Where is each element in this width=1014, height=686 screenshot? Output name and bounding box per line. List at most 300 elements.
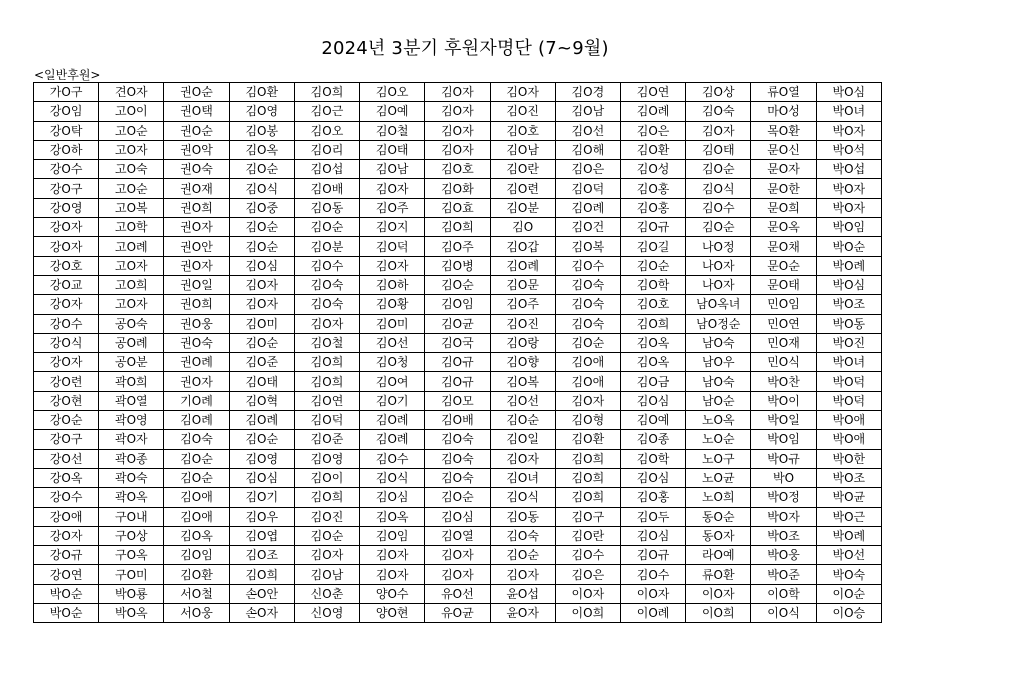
donor-name-cell: 민O식 [751, 353, 816, 372]
donor-name-cell: 강O련 [34, 372, 99, 391]
donor-name-cell: 유O균 [425, 604, 490, 623]
donor-name-cell: 김O주 [360, 198, 425, 217]
donor-name-cell: 김O분 [294, 237, 359, 256]
donor-name-cell: 김O은 [620, 121, 685, 140]
donor-name-cell: 김O옥 [229, 140, 294, 159]
table-row [34, 430, 882, 449]
donor-name-cell: 신O영 [294, 604, 359, 623]
donor-name-cell: 권O숙 [164, 160, 229, 179]
table-row [34, 121, 882, 140]
donor-name-cell: 김O옥 [360, 507, 425, 526]
donor-name-cell: 박O이 [751, 391, 816, 410]
donor-name-cell: 구O상 [99, 526, 164, 545]
donor-name-cell: 김O희 [620, 314, 685, 333]
donor-name-cell: 박O자 [751, 507, 816, 526]
donor-name-cell: 김O구 [555, 507, 620, 526]
donor-name-cell: 김O영 [294, 449, 359, 468]
donor-name-cell: 남O우 [686, 353, 751, 372]
donor-name-cell: 김O동 [294, 198, 359, 217]
donor-name-cell: 박O근 [816, 507, 881, 526]
donor-name-cell: 서O웅 [164, 604, 229, 623]
donor-name-cell: 김O애 [555, 353, 620, 372]
donor-table [33, 82, 882, 623]
donor-name-cell: 강O교 [34, 275, 99, 294]
donor-name-cell: 권O순 [164, 83, 229, 102]
donor-name-cell: 윤O섭 [490, 584, 555, 603]
donor-name-cell: 김O우 [229, 507, 294, 526]
donor-name-cell: 김O예 [620, 411, 685, 430]
donor-name-cell: 박O순 [34, 584, 99, 603]
donor-name-cell: 김O복 [490, 372, 555, 391]
donor-name-cell: 박O한 [816, 449, 881, 468]
donor-name-cell: 김O녀 [490, 468, 555, 487]
donor-name-cell: 박O임 [816, 218, 881, 237]
donor-name-cell: 김O진 [490, 102, 555, 121]
donor-name-cell: 김O례 [164, 411, 229, 430]
donor-name-cell: 이O자 [620, 584, 685, 603]
donor-name-cell: 강O하 [34, 140, 99, 159]
donor-name-cell: 김O규 [425, 353, 490, 372]
donor-name-cell: 김O련 [490, 179, 555, 198]
donor-name-cell: 윤O자 [490, 604, 555, 623]
donor-name-cell: 권O안 [164, 237, 229, 256]
donor-name-cell: 박O녀 [816, 353, 881, 372]
donor-name-cell: 곽O종 [99, 449, 164, 468]
donor-name-cell: 김O주 [490, 295, 555, 314]
donor-name-cell: 권O웅 [164, 314, 229, 333]
donor-name-cell: 강O구 [34, 430, 99, 449]
donor-name-cell: 구O미 [99, 565, 164, 584]
donor-name-cell: 김O숙 [294, 295, 359, 314]
donor-name-cell: 박O조 [751, 526, 816, 545]
donor-name-cell: 권O택 [164, 102, 229, 121]
donor-name-cell: 남O옥녀 [686, 295, 751, 314]
donor-name-cell: 강O식 [34, 333, 99, 352]
donor-name-cell: 김O자 [229, 295, 294, 314]
table-row [34, 295, 882, 314]
donor-name-cell: 동O자 [686, 526, 751, 545]
donor-name-cell: 김O애 [555, 372, 620, 391]
donor-name-cell: 강O현 [34, 391, 99, 410]
donor-name-cell: 김O자 [425, 546, 490, 565]
donor-name-cell: 이O학 [751, 584, 816, 603]
donor-name-cell: 공O례 [99, 333, 164, 352]
donor-name-cell: 김O임 [164, 546, 229, 565]
donor-name-cell: 양O현 [360, 604, 425, 623]
donor-name-cell: 라O예 [686, 546, 751, 565]
donor-name-cell: 김O모 [425, 391, 490, 410]
donor-name-cell: 박O심 [816, 83, 881, 102]
donor-name-cell: 박O심 [816, 275, 881, 294]
donor-name-cell: 강O자 [34, 295, 99, 314]
donor-name-cell: 김O기 [360, 391, 425, 410]
donor-name-cell: 김O하 [360, 275, 425, 294]
donor-name-cell: 김O자 [555, 391, 620, 410]
donor-name-cell: 김O연 [620, 83, 685, 102]
donor-name-cell: 강O자 [34, 526, 99, 545]
donor-name-cell: 이O자 [686, 584, 751, 603]
donor-name-cell: 강O자 [34, 218, 99, 237]
donor-name-cell: 동O순 [686, 507, 751, 526]
donor-name-cell: 박O자 [816, 121, 881, 140]
donor-name-cell: 김O순 [490, 546, 555, 565]
donor-name-cell: 공O숙 [99, 314, 164, 333]
donor-name-cell: 김O자 [425, 121, 490, 140]
donor-name-cell: 손O자 [229, 604, 294, 623]
table-row [34, 526, 882, 545]
donor-name-cell: 이O승 [816, 604, 881, 623]
donor-name-cell: 김O심 [620, 468, 685, 487]
donor-name-cell: 김O희 [294, 372, 359, 391]
donor-name-cell: 김O희 [425, 218, 490, 237]
donor-name-cell: 김O순 [229, 333, 294, 352]
donor-name-cell: 김O숙 [555, 275, 620, 294]
donor-name-cell: 김O환 [229, 83, 294, 102]
donor-name-cell: 박O조 [816, 468, 881, 487]
donor-name-cell: 민O연 [751, 314, 816, 333]
donor-name-cell: 박O녀 [816, 102, 881, 121]
donor-name-cell: 강O순 [34, 411, 99, 430]
donor-name-cell: 고O자 [99, 256, 164, 275]
table-row [34, 83, 882, 102]
donor-name-cell: 김O규 [425, 372, 490, 391]
donor-name-cell: 김O순 [425, 275, 490, 294]
donor-name-cell: 김O애 [164, 488, 229, 507]
donor-name-cell: 권O자 [164, 256, 229, 275]
donor-name-cell: 손O안 [229, 584, 294, 603]
donor-name-cell: 김O례 [360, 430, 425, 449]
donor-name-cell: 이O희 [555, 604, 620, 623]
donor-name-cell: 김O문 [490, 275, 555, 294]
donor-name-cell: 류O열 [751, 83, 816, 102]
donor-name-cell: 김O두 [620, 507, 685, 526]
donor-name-cell: 민O재 [751, 333, 816, 352]
donor-name-cell: 김O애 [164, 507, 229, 526]
donor-name-cell: 김O순 [229, 218, 294, 237]
donor-name-cell: 류O환 [686, 565, 751, 584]
donor-name-cell: 김O수 [294, 256, 359, 275]
donor-name-cell: 김O식 [490, 488, 555, 507]
table-row [34, 218, 882, 237]
donor-name-cell: 김O숙 [425, 449, 490, 468]
table-row [34, 584, 882, 603]
donor-name-cell: 이O순 [816, 584, 881, 603]
donor-name-cell: 김O조 [229, 546, 294, 565]
donor-name-cell: 문O자 [751, 160, 816, 179]
donor-name-cell: 김O자 [294, 314, 359, 333]
donor-name-cell: 김O연 [294, 391, 359, 410]
donor-name-cell: 김O선 [360, 333, 425, 352]
donor-name-cell: 곽O자 [99, 430, 164, 449]
donor-name-cell: 김O자 [490, 83, 555, 102]
donor-name-cell: 고O학 [99, 218, 164, 237]
table-row [34, 275, 882, 294]
table-row [34, 179, 882, 198]
donor-name-cell: 민O임 [751, 295, 816, 314]
donor-name-cell: 김O준 [294, 430, 359, 449]
donor-name-cell: 김O건 [555, 218, 620, 237]
donor-name-cell: 김O자 [490, 565, 555, 584]
table-row [34, 314, 882, 333]
donor-name-cell: 김O희 [294, 353, 359, 372]
donor-name-cell: 김O희 [555, 488, 620, 507]
donor-name-cell: 김O수 [620, 565, 685, 584]
donor-name-cell: 강O옥 [34, 468, 99, 487]
donor-name-cell: 김O규 [620, 546, 685, 565]
donor-name-cell: 김O순 [294, 218, 359, 237]
donor-name-cell: 김O옥 [164, 526, 229, 545]
donor-name-cell: 김O화 [425, 179, 490, 198]
donor-name-cell: 고O이 [99, 102, 164, 121]
donor-name-cell: 박O자 [816, 198, 881, 217]
donor-name-cell: 김O순 [686, 218, 751, 237]
donor-name-cell: 김O례 [555, 198, 620, 217]
donor-name-cell: 김O균 [425, 314, 490, 333]
donor-name-cell: 김O자 [360, 256, 425, 275]
donor-name-cell: 박O숙 [816, 565, 881, 584]
donor-name-cell: 김O희 [555, 449, 620, 468]
donor-name-cell: 목O환 [751, 121, 816, 140]
donor-name-cell: 김O심 [360, 488, 425, 507]
donor-name-cell: 김O순 [229, 160, 294, 179]
donor-name-cell: 이O희 [686, 604, 751, 623]
donor-name-cell: 박O순 [816, 237, 881, 256]
donor-name-cell: 김O순 [425, 488, 490, 507]
donor-name-cell: 김O수 [686, 198, 751, 217]
donor-name-cell: 강O호 [34, 256, 99, 275]
donor-name-cell: 박O애 [816, 411, 881, 430]
donor-name-cell: 곽O영 [99, 411, 164, 430]
donor-name-cell: 김O호 [490, 121, 555, 140]
donor-name-cell: 김O호 [425, 160, 490, 179]
donor-name-cell: 강O애 [34, 507, 99, 526]
donor-name-cell: 김O자 [425, 140, 490, 159]
donor-name-cell: 김O태 [686, 140, 751, 159]
donor-name-cell: 김O진 [490, 314, 555, 333]
donor-name-cell: 김O환 [555, 430, 620, 449]
donor-name-cell: 김O여 [360, 372, 425, 391]
donor-name-cell: 박O순 [34, 604, 99, 623]
donor-name-cell: 박O웅 [751, 546, 816, 565]
donor-name-cell: 김O임 [425, 295, 490, 314]
donor-name-cell: 김O혁 [229, 391, 294, 410]
donor-name-cell: 김O숙 [555, 295, 620, 314]
donor-name-cell: 김O순 [686, 160, 751, 179]
donor-name-cell: 김O남 [294, 565, 359, 584]
donor-name-cell: 권O순 [164, 121, 229, 140]
donor-name-cell: 김O순 [294, 526, 359, 545]
donor-name-cell: 김O길 [620, 237, 685, 256]
donor-name-cell: 김O기 [229, 488, 294, 507]
donor-name-cell: 구O옥 [99, 546, 164, 565]
donor-name-cell: 김O섭 [294, 160, 359, 179]
donor-name-cell: 박O동 [816, 314, 881, 333]
donor-name-cell: 고O복 [99, 198, 164, 217]
donor-name-cell: 김O희 [555, 468, 620, 487]
donor-name-cell: 강O수 [34, 160, 99, 179]
donor-name-cell: 박O진 [816, 333, 881, 352]
donor-name-cell: 박O룡 [99, 584, 164, 603]
donor-name-cell: 김O숙 [686, 102, 751, 121]
donor-name-cell: 김O덕 [360, 237, 425, 256]
donor-name-cell: 권O숙 [164, 333, 229, 352]
donor-name-cell: 고O희 [99, 275, 164, 294]
donor-name-cell: 문O옥 [751, 218, 816, 237]
donor-name-cell: 서O철 [164, 584, 229, 603]
donor-name-cell: 강O연 [34, 565, 99, 584]
donor-name-cell: 김O일 [490, 430, 555, 449]
donor-name-cell: 신O춘 [294, 584, 359, 603]
donor-name-cell: 김O황 [360, 295, 425, 314]
donor-name-cell: 김O자 [686, 121, 751, 140]
donor-name-cell: 강O규 [34, 546, 99, 565]
donor-name-cell: 김O순 [164, 468, 229, 487]
donor-name-cell: 김O근 [294, 102, 359, 121]
donor-name-cell: 김O병 [425, 256, 490, 275]
donor-name-cell: 김O숙 [294, 275, 359, 294]
donor-name-cell: 김O순 [490, 411, 555, 430]
donor-name-cell: 김O봉 [229, 121, 294, 140]
donor-name-cell: 나O정 [686, 237, 751, 256]
donor-name-cell: 강O영 [34, 198, 99, 217]
donor-name-cell: 김O선 [490, 391, 555, 410]
donor-name-cell: 김O분 [490, 198, 555, 217]
donor-name-cell: 김O숙 [164, 430, 229, 449]
donor-name-cell: 김O숙 [555, 314, 620, 333]
donor-table-body [34, 83, 882, 623]
donor-name-cell: 권O자 [164, 372, 229, 391]
donor-name-cell: 김O홍 [620, 179, 685, 198]
donor-name-cell: 김O엽 [229, 526, 294, 545]
table-row [34, 391, 882, 410]
donor-name-cell: 박O일 [751, 411, 816, 430]
donor-name-cell: 박O덕 [816, 372, 881, 391]
donor-name-cell: 김O복 [555, 237, 620, 256]
donor-name-cell: 김O자 [425, 102, 490, 121]
donor-name-cell: 김O자 [360, 546, 425, 565]
donor-name-cell: 김O영 [229, 102, 294, 121]
donor-name-cell: 김O은 [555, 565, 620, 584]
donor-name-cell: 박O임 [751, 430, 816, 449]
donor-name-cell: 박O정 [751, 488, 816, 507]
donor-name-cell: 김O옥 [620, 333, 685, 352]
donor-name-cell: 박O섭 [816, 160, 881, 179]
donor-name-cell: 김O식 [229, 179, 294, 198]
donor-name-cell: 노O희 [686, 488, 751, 507]
donor-name-cell: 김O례 [490, 256, 555, 275]
donor-name-cell: 김O순 [555, 333, 620, 352]
donor-name-cell: 김O남 [555, 102, 620, 121]
donor-name-cell: 김O [490, 218, 555, 237]
donor-name-cell: 권O례 [164, 353, 229, 372]
donor-name-cell: 박O덕 [816, 391, 881, 410]
donor-name-cell: 김O란 [490, 160, 555, 179]
section-label: <일반후원> [34, 68, 101, 82]
donor-name-cell: 강O선 [34, 449, 99, 468]
donor-name-cell: 김O랑 [490, 333, 555, 352]
donor-name-cell: 남O숙 [686, 333, 751, 352]
donor-name-cell: 김O례 [620, 102, 685, 121]
donor-name-cell: 견O자 [99, 83, 164, 102]
donor-name-cell: 고O순 [99, 179, 164, 198]
donor-name-cell: 김O희 [294, 83, 359, 102]
donor-name-cell: 김O호 [620, 295, 685, 314]
table-row [34, 604, 882, 623]
donor-name-cell: 김O학 [620, 449, 685, 468]
donor-name-cell: 김O국 [425, 333, 490, 352]
donor-name-cell: 김O수 [555, 546, 620, 565]
donor-name-cell: 김O순 [229, 237, 294, 256]
donor-name-cell: 김O숙 [490, 526, 555, 545]
donor-name-cell: 고O순 [99, 121, 164, 140]
donor-name-cell: 김O지 [360, 218, 425, 237]
donor-name-cell: 김O순 [229, 430, 294, 449]
donor-name-cell: 박O옥 [99, 604, 164, 623]
donor-name-cell: 강O수 [34, 488, 99, 507]
donor-name-cell: 노O균 [686, 468, 751, 487]
donor-name-cell: 김O례 [360, 411, 425, 430]
donor-name-cell: 박O자 [816, 179, 881, 198]
donor-name-cell: 김O선 [555, 121, 620, 140]
donor-name-cell: 유O선 [425, 584, 490, 603]
donor-name-cell: 김O남 [490, 140, 555, 159]
donor-name-cell: 박O애 [816, 430, 881, 449]
donor-name-cell: 권O재 [164, 179, 229, 198]
donor-name-cell: 김O식 [360, 468, 425, 487]
donor-name-cell: 강O자 [34, 353, 99, 372]
donor-name-cell: 김O덕 [555, 179, 620, 198]
donor-name-cell: 박O규 [751, 449, 816, 468]
donor-name-cell: 권O자 [164, 218, 229, 237]
donor-name-cell: 김O태 [360, 140, 425, 159]
donor-name-cell: 박O례 [816, 256, 881, 275]
donor-name-cell: 강O자 [34, 237, 99, 256]
donor-name-cell: 문O채 [751, 237, 816, 256]
donor-name-cell: 김O숙 [425, 468, 490, 487]
donor-name-cell: 남O정순 [686, 314, 751, 333]
table-row [34, 140, 882, 159]
donor-name-cell: 김O임 [360, 526, 425, 545]
table-row [34, 256, 882, 275]
donor-name-cell: 김O자 [490, 449, 555, 468]
donor-name-cell: 김O남 [360, 160, 425, 179]
donor-name-cell: 김O심 [229, 468, 294, 487]
donor-name-cell: 고O례 [99, 237, 164, 256]
donor-name-cell: 고O숙 [99, 160, 164, 179]
donor-name-cell: 김O홍 [620, 198, 685, 217]
donor-name-cell: 곽O열 [99, 391, 164, 410]
donor-name-cell: 노O옥 [686, 411, 751, 430]
donor-name-cell: 김O상 [686, 83, 751, 102]
donor-name-cell: 노O순 [686, 430, 751, 449]
donor-name-cell: 김O효 [425, 198, 490, 217]
donor-name-cell: 김O학 [620, 275, 685, 294]
donor-name-cell: 남O순 [686, 391, 751, 410]
donor-name-cell: 김O경 [555, 83, 620, 102]
donor-name-cell: 김O미 [360, 314, 425, 333]
donor-name-cell: 김O자 [425, 565, 490, 584]
donor-name-cell: 기O례 [164, 391, 229, 410]
donor-name-cell: 김O성 [620, 160, 685, 179]
donor-name-cell: 박O찬 [751, 372, 816, 391]
donor-name-cell: 박O준 [751, 565, 816, 584]
donor-name-cell: 김O철 [360, 121, 425, 140]
donor-name-cell: 김O열 [425, 526, 490, 545]
table-row [34, 198, 882, 217]
donor-name-cell: 이O식 [751, 604, 816, 623]
donor-name-cell: 김O영 [229, 449, 294, 468]
donor-name-cell: 박O례 [816, 526, 881, 545]
